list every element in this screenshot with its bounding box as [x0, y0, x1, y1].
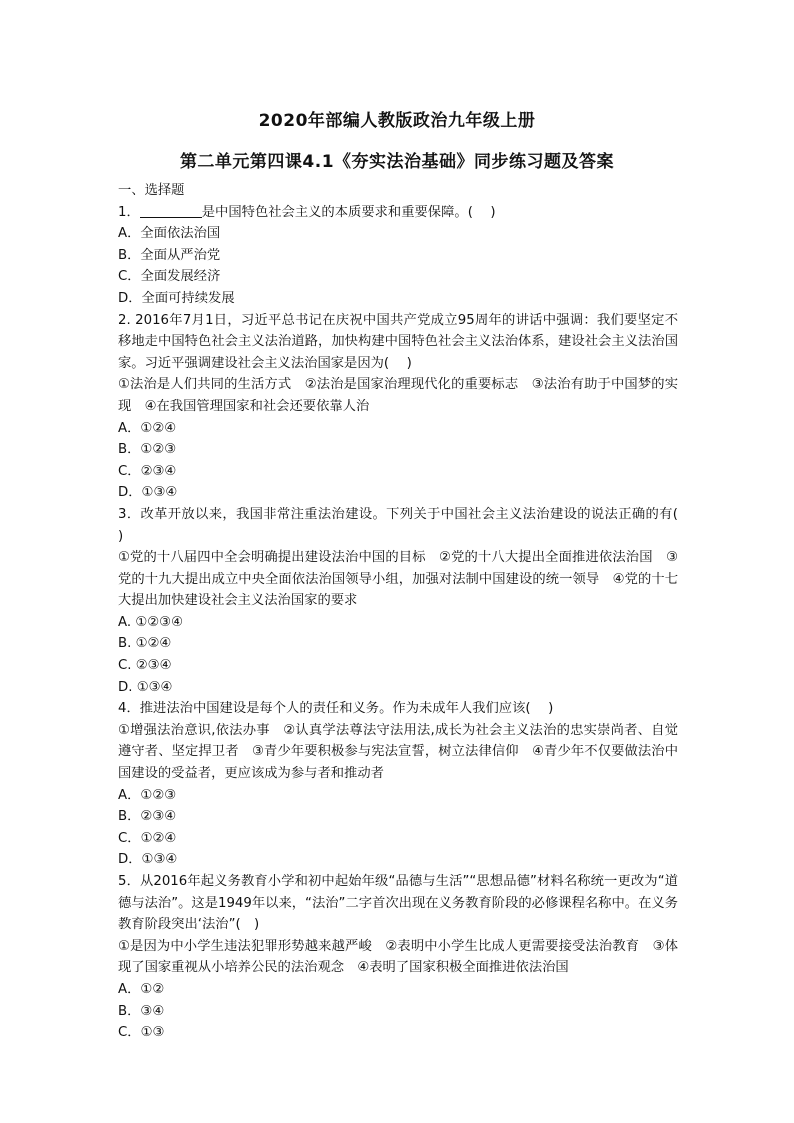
document-subtitle: 第二单元第四课4.1《夯实法治基础》同步练习题及答案 — [179, 152, 615, 172]
question-3-stem: 3．改革开放以来，我国非常注重法治建设。下列关于中国社会主义法治建设的说法正确的有( ) — [118, 506, 696, 544]
question-2-statements: ①法治是人们共同的生活方式 ②法治是国家治理现代化的重要标志 ③法治有助于中国梦的实现 ④在我国管理国家和社会还要依靠人治 — [118, 377, 678, 414]
question-4-statements: ①增强法治意识,依法办事 ②认真学法尊法守法用法,成长为社会主义法治的忠实崇尚者、自觉遵守者、坚定捍卫者 ③青少年要积极参与宪法宣誓，树立法律信仰 ④青少年不仅要做法治中国建设的受益者，更应该成为参与者和推动者 — [118, 722, 678, 782]
question-1-option-d: D．全面可持续发展 — [118, 290, 235, 306]
question-5-option-c: C．①③ — [118, 1025, 165, 1041]
exercise-content — [118, 180, 696, 1044]
question-4-stem: 4．推进法治中国建设是每个人的责任和义务。作为未成年人我们应该( ) — [118, 701, 554, 717]
question-1-stem: 1． 是中国特色社会主义的本质要求和重要保障。( ) — [118, 204, 496, 220]
question-4-option-d: D．①③④ — [118, 852, 178, 868]
question-2-option-a: A．①②④ — [118, 420, 177, 436]
question-2-option-c: C．②③④ — [118, 463, 177, 479]
question-5-stem: 5．从2016年起义务教育小学和初中起始年级“品德与生活”“思想品德”材料名称统一更改为“道德与法治”。这是1949年以来，“法治”二字首次出现在义务教育阶段的必修课程名称中。在义务教育阶段突出‘法治”( ) — [118, 874, 678, 933]
question-3-option-a: A. ①②③④ — [118, 614, 183, 630]
question-2-option-b: B．①②③ — [118, 442, 177, 458]
question-3-option-c: C. ②③④ — [118, 658, 172, 674]
section-heading: 一、选择题 — [118, 183, 185, 198]
question-1-option-b: B．全面从严治党 — [118, 247, 221, 263]
question-3-option-b: B. ①②④ — [118, 636, 172, 652]
question-5-statements: ①是因为中小学生违法犯罪形势越来越严峻 ②表明中小学生比成人更需要接受法治教育 ③体现了国家重视从小培养公民的法治观念 ④表明了国家积极全面推进依法治国 — [118, 938, 678, 976]
question-4-option-a: A．①②③ — [118, 787, 177, 803]
question-4-option-b: B．②③④ — [118, 809, 177, 825]
question-2-stem: 2. 2016年7月1日，习近平总书记在庆祝中国共产党成立95周年的讲话中强调：我们要坚定不移地走中国特色社会主义法治道路，加快构建中国特色社会主义法治体系，建设社会主义法治国家。习近平强调建设社会主义法治国家是因为( ) — [118, 312, 678, 371]
question-3-statements: ①党的十八届四中全会明确提出建设法治中国的目标 ②党的十八大提出全面推进依法治国 ③党的十九大提出成立中央全面依法治国领导小组，加强对法制中国建设的统一领导 ④党的十七大提出加快建设社会主义法治国家的要求 — [118, 550, 678, 609]
question-3-option-d: D. ①③④ — [118, 679, 173, 695]
question-4-option-c: C．①②④ — [118, 830, 177, 846]
question-5-option-b: B．③④ — [118, 1003, 165, 1019]
fill-in-blank — [140, 203, 202, 218]
question-1-option-a: A．全面依法治国 — [118, 226, 221, 242]
question-2-option-d: D．①③④ — [118, 485, 178, 501]
question-1-option-c: C．全面发展经济 — [118, 269, 221, 285]
question-5-option-a: A．①② — [118, 981, 165, 997]
document-title: 2020年部编人教版政治九年级上册 — [258, 111, 536, 131]
